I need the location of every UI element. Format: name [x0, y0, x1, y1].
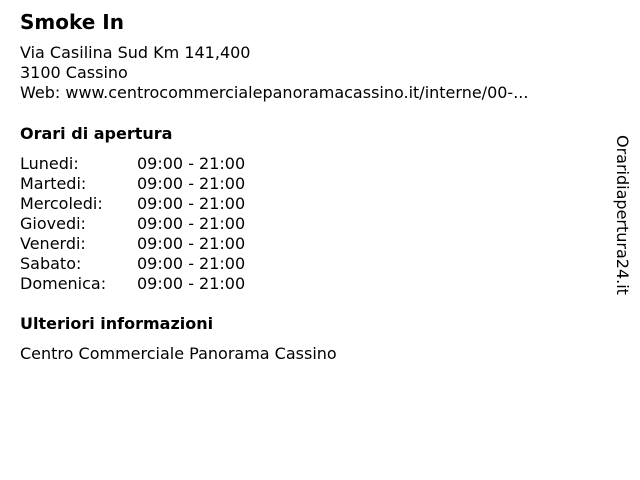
day-label: Martedi:	[20, 174, 87, 193]
address-city: 3100 Cassino	[20, 63, 128, 82]
hours-row-venerdi	[20, 234, 245, 254]
opening-hours-table	[20, 154, 245, 294]
more-info-text: Centro Commerciale Panorama Cassino	[20, 344, 337, 363]
day-label: Domenica:	[20, 274, 107, 293]
day-label: Lunedi:	[20, 154, 79, 173]
hours-row-martedi	[20, 174, 245, 194]
day-label: Giovedi:	[20, 214, 86, 233]
store-address	[20, 43, 528, 103]
store-name: Smoke In	[20, 10, 124, 34]
hours-value: 09:00 - 21:00	[137, 234, 246, 253]
day-label: Venerdi:	[20, 234, 86, 253]
hours-row-domenica	[20, 274, 245, 294]
hours-value: 09:00 - 21:00	[137, 274, 246, 293]
hours-row-lunedi	[20, 154, 245, 174]
day-label: Sabato:	[20, 254, 82, 273]
hours-value: 09:00 - 21:00	[137, 194, 246, 213]
hours-value: 09:00 - 21:00	[137, 174, 246, 193]
address-street: Via Casilina Sud Km 141,400	[20, 43, 251, 62]
opening-hours-heading: Orari di apertura	[20, 124, 173, 143]
hours-value: 09:00 - 21:00	[137, 254, 246, 273]
site-brand-vertical: Oraridiapertura24.it	[613, 135, 632, 295]
hours-row-giovedi	[20, 214, 245, 234]
more-info-heading: Ulteriori informazioni	[20, 314, 214, 333]
hours-value: 09:00 - 21:00	[137, 214, 246, 233]
day-label: Mercoledi:	[20, 194, 103, 213]
hours-row-sabato	[20, 254, 245, 274]
website-link[interactable]: Web: www.centrocommercialepanoramacassino.it/interne/00-...	[20, 83, 529, 102]
hours-row-mercoledi	[20, 194, 245, 214]
hours-value: 09:00 - 21:00	[137, 154, 246, 173]
